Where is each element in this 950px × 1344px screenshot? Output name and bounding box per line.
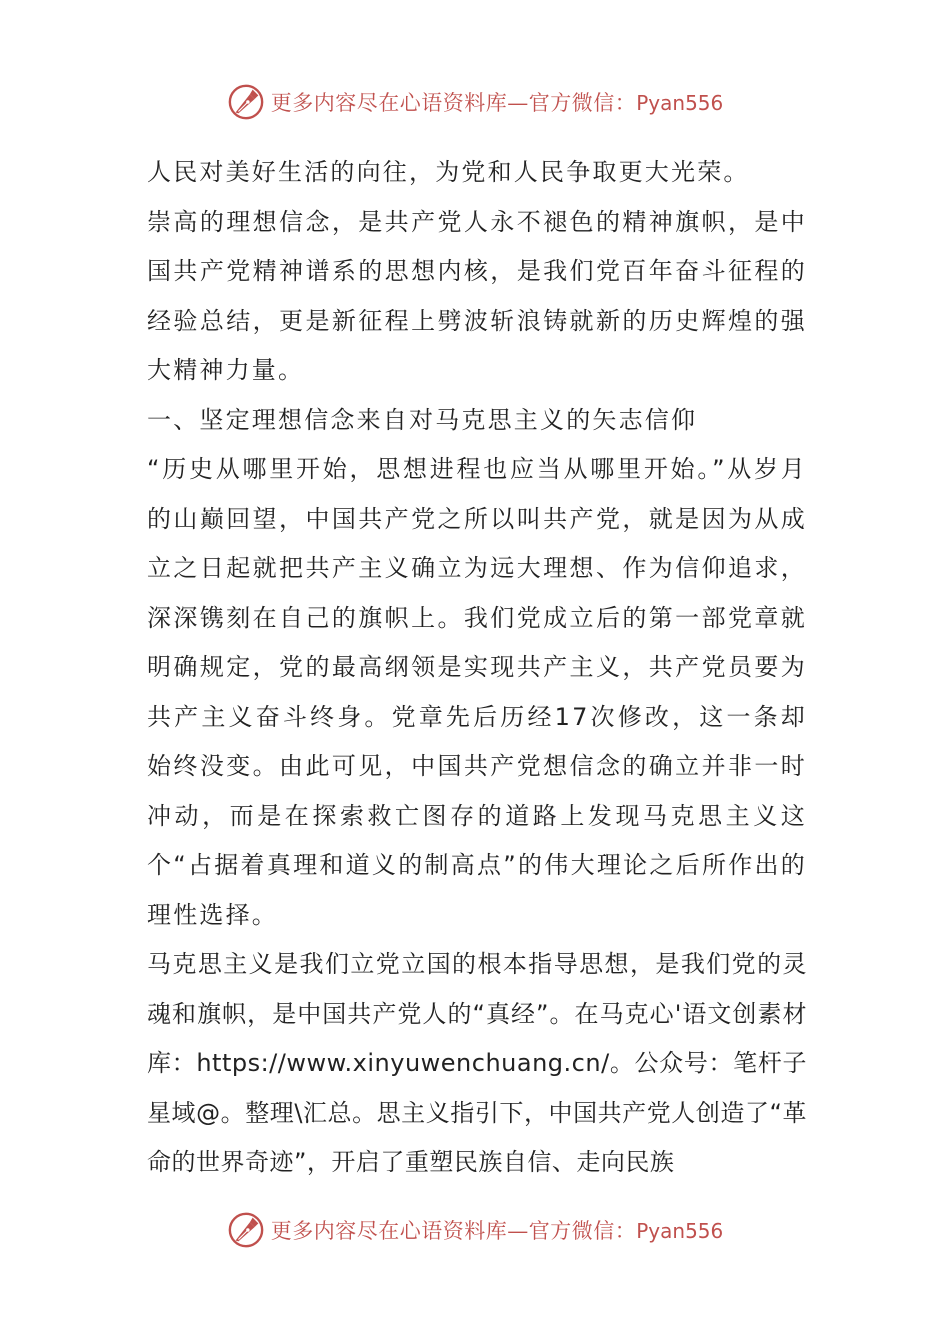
paragraph: 崇高的理想信念，是共产党人永不褪色的精神旗帜，是中国共产党精神谱系的思想内核，是我们党百年奋斗征程的经验总结，更是新征程上劈波斩浪铸就新的历史辉煌的强大精神力量。 [147,207,807,384]
wechat-id: Pyan556 [636,91,724,115]
pen-nib-logo-icon [227,83,265,121]
paragraph: “历史从哪里开始，思想进程也应当从哪里开始。”从岁月的山巅回望，中国共产党之所以叫共产党，就是因为从成立之日起就把共产主义确立为远大理想、作为信仰追求，深深镌刻在自己的旗帜上。我们党成立后的第一部党章就明确规定，党的最高纲领是实现共产主义，共产党员要为共产主义奋斗终身。党章先后历经17次修改，这一条却始终没变。由此可见，中国共产党想信念的确立并非一时冲动，而是在探索救亡图存的道路上发现马克思主义这个“占据着真理和道义的制高点”的伟大理论之后所作出的理性选择。 [147,455,807,929]
paragraph: 马克思主义是我们立党立国的根本指导思想，是我们党的灵魂和旗帜，是中国共产党人的“真经”。在马克心'语文创素材库：https://www.xinyuwenchuang.cn/。公众号：笔杆子星域@。整理\汇总。思主义指引下，中国共产党人创造了“革命的世界奇迹”，开启了重塑民族自信、走向民族 [147,950,807,1176]
banner-text: 更多内容尽在心语资料库—官方微信：Pyan556 [270,1219,724,1243]
banner-text: 更多内容尽在心语资料库—官方微信：Pyan556 [270,91,724,115]
document-body [147,148,807,1188]
paragraph: 人民对美好生活的向往，为党和人民争取更大光荣。 [147,158,750,186]
header-banner [0,80,950,124]
wechat-id: Pyan556 [636,1219,724,1243]
pen-nib-logo-icon [227,1211,265,1249]
section-heading: 一、坚定理想信念来自对马克思主义的矢志信仰 [147,405,698,434]
footer-banner [0,1208,950,1252]
